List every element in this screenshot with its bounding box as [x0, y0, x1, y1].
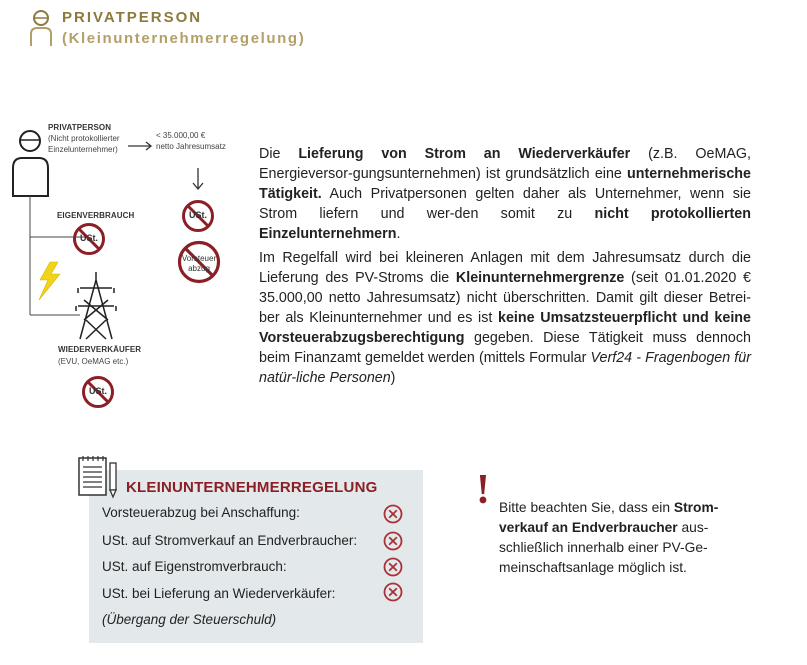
exclamation-icon: ! [476, 467, 490, 513]
wiederverkaeufer-sub: (EVU, OeMAG etc.) [58, 357, 129, 366]
no-ust-wiederverkaeufer-icon: USt. [81, 375, 115, 409]
box-row-stromverkauf: USt. auf Stromverkauf an Endverbraucher: [102, 533, 358, 548]
no-ust-eigenverbrauch-icon: USt. [72, 222, 106, 256]
lightning-icon [39, 262, 60, 300]
page-subtitle: (Kleinunternehmerregelung) [62, 30, 306, 47]
diagram-person-sub1: (Nicht protokollierter [48, 134, 120, 143]
diagram-person-sub2: Einzelunternehmer) [48, 145, 118, 154]
person-icon [13, 131, 48, 196]
x-circle-icon [383, 504, 403, 524]
notice-text: Bitte beachten Sie, dass ein Strom-verkauf an Endverbraucher aus-schließlich innerhalb einer PV-Ge-meinschaftsanlage möglich ist. [499, 500, 719, 575]
threshold-label: netto Jahresumsatz [156, 142, 226, 151]
x-circle-icon [383, 557, 403, 577]
box-row-vorsteuerabzug: Vorsteuerabzug bei Anschaffung: [102, 505, 300, 520]
page-title: PRIVATPERSON [62, 9, 203, 26]
regelfall-paragraph: Im Regelfall wird bei kleineren Anlagen mit dem Jahresumsatz durch die Lieferung des PV-Stroms die Kleinunternehmergrenze (seit 01.01.2020 € 35.000,00 netto Jahresumsatz) nicht überschritten. Damit gilt dieser Betrei-ber als Kleinunternehmer und es ist keine Umsatzsteuerpflicht und keine Vorsteuerabzugsberechtigung gegeben. Diese Tätigkeit muss dennoch beim Finanzamt gemeldet werden (mittels Formular Verf24 - Fragenbogen für natür-liche Personen) [259, 250, 751, 386]
arrow-right-icon [128, 142, 151, 150]
no-ust-threshold-icon: USt. [181, 199, 215, 233]
box-row-wiederverkaeufer: USt. bei Lieferung an Wiederverkäufer: [102, 586, 336, 601]
diagram-person-label: PRIVATPERSON [48, 123, 112, 132]
box-row-eigenstrom: USt. auf Eigenstromverbrauch: [102, 559, 287, 574]
person-header-icon [28, 8, 54, 48]
box-title: KLEINUNTERNEHMERREGELUNG [126, 479, 378, 496]
no-vorsteuerabzug-icon: Vorsteuer abzug [177, 240, 221, 284]
eigenverbrauch-label: EIGENVERBRAUCH [57, 211, 135, 220]
x-circle-icon [383, 582, 403, 602]
intro-paragraph: Die Lieferung von Strom an Wiederverkäufer (z.B. OeMAG, Energieversor-gungsunternehmen) ist grundsätzlich eine unternehmerische Tätigkeit. Auch Privatpersonen gelten daher als Unternehmer, wenn sie Strom liefern und wer-den somit zu nicht protokollierten Einzelunternehmern. [259, 146, 751, 242]
x-circle-icon [383, 531, 403, 551]
power-pylon-icon [76, 272, 116, 339]
box-note: (Übergang der Steuerschuld) [102, 612, 277, 627]
arrow-down-icon [193, 168, 203, 189]
threshold-amount: < 35.000,00 € [156, 131, 206, 140]
wiederverkaeufer-label: WIEDERVERKÄUFER [58, 345, 142, 354]
notepad-pencil-icon [77, 455, 123, 501]
